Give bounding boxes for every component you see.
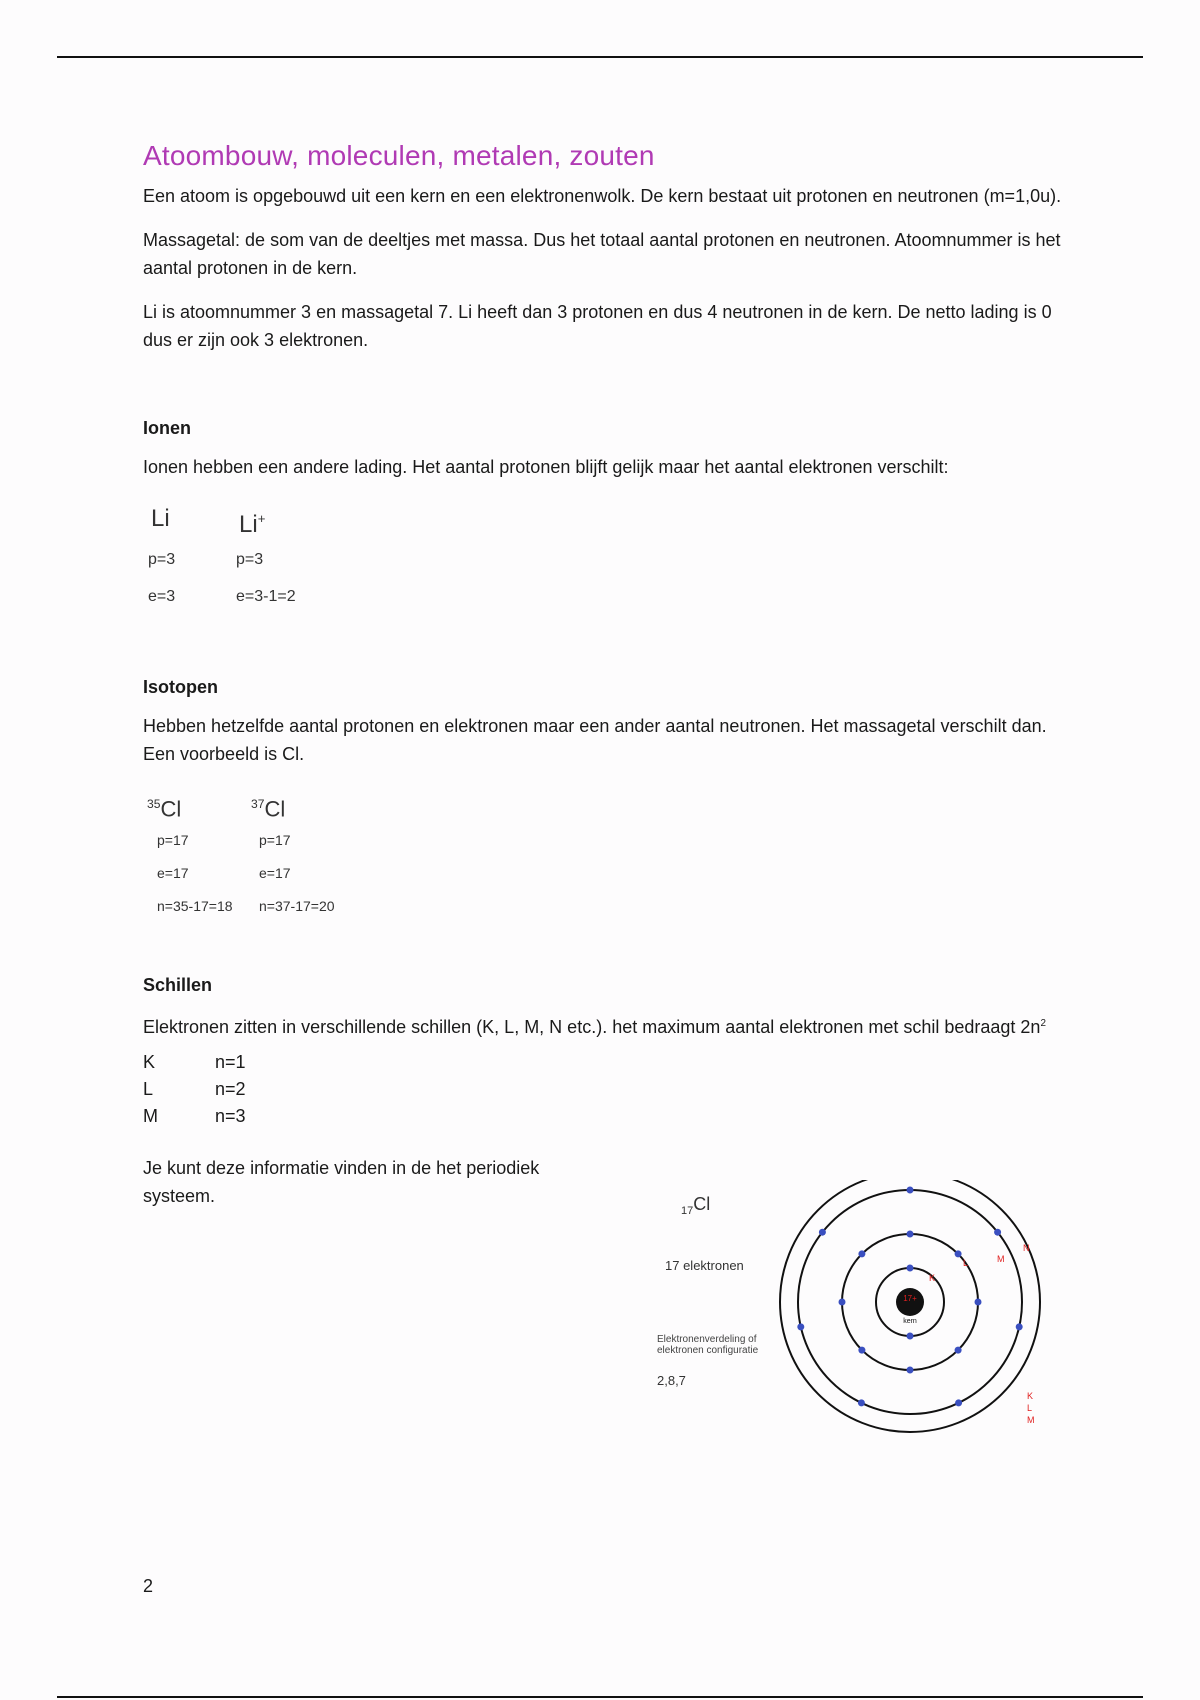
schillen-text: Elektronen zitten in verschillende schillen (K, L, M, N etc.). het maximum aantal elektronen met schil bedraagt $2n^2$: [143, 1017, 1046, 1037]
ion-li-plus-protons: p=3: [236, 551, 264, 568]
diagram-symbol: $_{17}$Cl: [681, 1194, 711, 1217]
diagram-config-label-2: elektronen configuratie: [657, 1345, 759, 1356]
nucleus-label: kern: [903, 1318, 917, 1325]
electron-dot: [955, 1347, 962, 1354]
electron-dot: [907, 1367, 914, 1374]
bohr-diagram-svg: [657, 1180, 1057, 1440]
electron-dot: [907, 1187, 914, 1194]
footer-rule: [57, 1696, 1143, 1698]
electron-dot: [955, 1250, 962, 1257]
diagram-config-value: 2,8,7: [657, 1373, 686, 1388]
ion-table: [143, 497, 1063, 615]
isotope-symbol-cl37: $^{37}$Cl: [251, 796, 286, 822]
isotope-cl37-protons: p=17: [259, 832, 291, 848]
electron-dot: [858, 1399, 865, 1406]
isotope-table: [143, 784, 1063, 923]
legend-k: K: [1027, 1391, 1034, 1401]
legend-l: L: [1027, 1403, 1033, 1413]
schillen-footer: Je kunt deze informatie vinden in de het periodiek systeem.: [143, 1158, 540, 1206]
electron-dot: [819, 1229, 826, 1236]
ion-li-electrons: e=3: [148, 588, 176, 605]
diagram-electron-count: 17 elektronen: [665, 1258, 744, 1273]
nucleus-charge: 17+: [903, 1294, 917, 1303]
electron-dot: [839, 1299, 846, 1306]
electron-dot: [907, 1333, 914, 1340]
electron-dot: [955, 1399, 962, 1406]
intro-paragraph-2: Massagetal: de som van de deeltjes met massa. Dus het totaal aantal protonen en neutronen. Atoomnummer is het aantal protonen in de kern.: [143, 230, 1061, 278]
section-heading-isotopen: Isotopen: [143, 677, 218, 697]
electron-dot: [1016, 1323, 1023, 1330]
isotopen-text: Hebben hetzelfde aantal protonen en elektronen maar een ander aantal neutronen. Het massagetal verschilt dan. Een voorbeeld is Cl.: [143, 716, 1047, 764]
legend-m: M: [1027, 1415, 1035, 1425]
shell-label-n: N: [1023, 1243, 1030, 1253]
page-content: [143, 140, 1063, 1226]
shell-row: L n=2: [143, 1079, 246, 1099]
electron-dot: [994, 1229, 1001, 1236]
ion-symbol-li-plus: Li+: [239, 511, 266, 538]
bohr-diagram: [657, 1180, 1057, 1440]
electron-dot: [975, 1299, 982, 1306]
isotope-cl35-protons: p=17: [157, 832, 189, 848]
electron-dot: [797, 1323, 804, 1330]
shell-row: M n=3: [143, 1106, 246, 1126]
header-rule: [57, 56, 1143, 58]
isotope-cl37-electrons: e=17: [259, 865, 291, 881]
page-number: 2: [143, 1576, 154, 1596]
shell-row: K n=1: [143, 1052, 246, 1072]
isotope-cl37-neutrons: n=37-17=20: [259, 898, 335, 914]
electron-dot: [907, 1265, 914, 1272]
ion-li-plus-electrons: e=3-1=2: [236, 588, 296, 605]
shell-label-m: M: [997, 1254, 1005, 1264]
intro-paragraph-1: Een atoom is opgebouwd uit een kern en een elektronenwolk. De kern bestaat uit protonen en neutronen (m=1,0u).: [143, 186, 1062, 206]
isotope-symbol-cl35: $^{35}$Cl: [147, 796, 182, 822]
ion-li-protons: p=3: [148, 551, 176, 568]
ionen-text: Ionen hebben een andere lading. Het aantal protonen blijft gelijk maar het aantal elektronen verschilt:: [143, 457, 949, 477]
section-heading-schillen: Schillen: [143, 975, 213, 995]
shell-label-k: K: [929, 1273, 936, 1283]
electron-dot: [858, 1250, 865, 1257]
ion-symbol-li: Li: [151, 505, 170, 532]
electron-dot: [858, 1347, 865, 1354]
diagram-config-label-1: Elektronenverdeling of: [657, 1334, 757, 1345]
intro-paragraph-3: Li is atoomnummer 3 en massagetal 7. Li heeft dan 3 protonen en dus 4 neutronen in de kern. De netto lading is 0 dus er zijn ook 3 elektronen.: [143, 302, 1052, 350]
electron-dot: [907, 1231, 914, 1238]
page-title: Atoombouw, moleculen, metalen, zouten: [143, 140, 655, 171]
shell-label-l: L: [963, 1258, 969, 1268]
section-heading-ionen: Ionen: [143, 418, 191, 438]
isotope-cl35-neutrons: n=35-17=18: [157, 898, 233, 914]
shell-list: [143, 1049, 1063, 1130]
isotope-cl35-electrons: e=17: [157, 865, 189, 881]
